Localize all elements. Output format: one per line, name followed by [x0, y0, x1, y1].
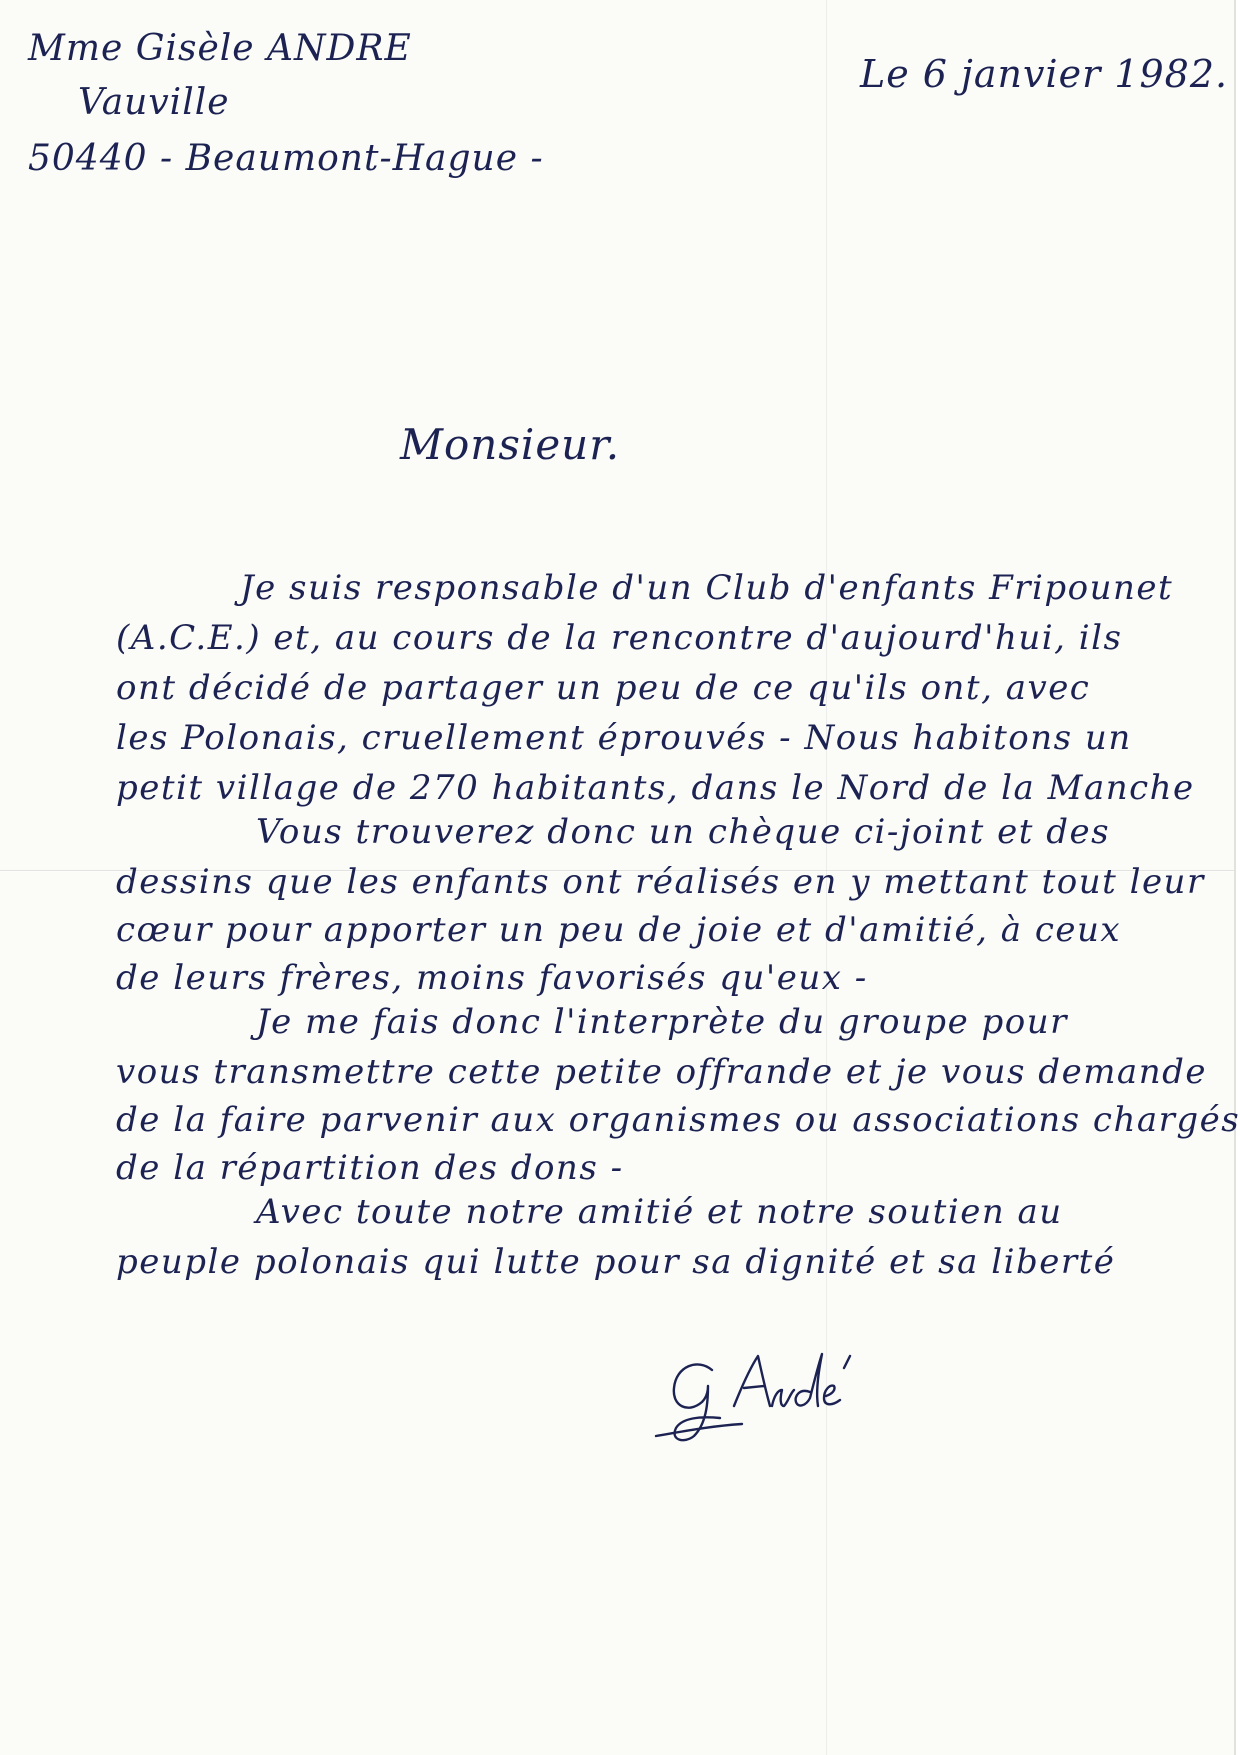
- body-line: de leurs frères, moins favorisés qu'eux -: [116, 958, 868, 998]
- handwritten-signature: [650, 1340, 880, 1450]
- body-line: Avec toute notre amitié et notre soutien au: [256, 1192, 1063, 1232]
- body-line: ont décidé de partager un peu de ce qu'ils ont, avec: [116, 668, 1091, 708]
- sender-village: Vauville: [78, 82, 230, 123]
- letter-date: Le 6 janvier 1982.: [860, 52, 1229, 96]
- body-line: Je suis responsable d'un Club d'enfants Fripounet: [240, 568, 1174, 608]
- body-line: Je me fais donc l'interprète du groupe pour: [256, 1002, 1068, 1042]
- body-line: petit village de 270 habitants, dans le Nord de la Manche: [116, 768, 1195, 808]
- salutation: Monsieur.: [400, 420, 621, 469]
- body-line: les Polonais, cruellement éprouvés - Nous habitons un: [116, 718, 1132, 758]
- body-line: de la répartition des dons -: [116, 1148, 624, 1188]
- body-line: (A.C.E.) et, au cours de la rencontre d'aujourd'hui, ils: [116, 618, 1123, 658]
- body-line: de la faire parvenir aux organismes ou associations chargés: [116, 1100, 1240, 1140]
- body-line: vous transmettre cette petite offrande et je vous demande: [116, 1052, 1207, 1092]
- sender-postcode-town: 50440 - Beaumont-Hague -: [28, 138, 544, 179]
- body-line: peuple polonais qui lutte pour sa dignité et sa liberté: [116, 1242, 1116, 1282]
- body-line: Vous trouverez donc un chèque ci-joint et des: [256, 812, 1111, 852]
- sender-name: Mme Gisèle ANDRE: [28, 28, 412, 69]
- body-line: cœur pour apporter un peu de joie et d'amitié, à ceux: [116, 910, 1122, 950]
- body-line: dessins que les enfants ont réalisés en y mettant tout leur: [116, 862, 1205, 902]
